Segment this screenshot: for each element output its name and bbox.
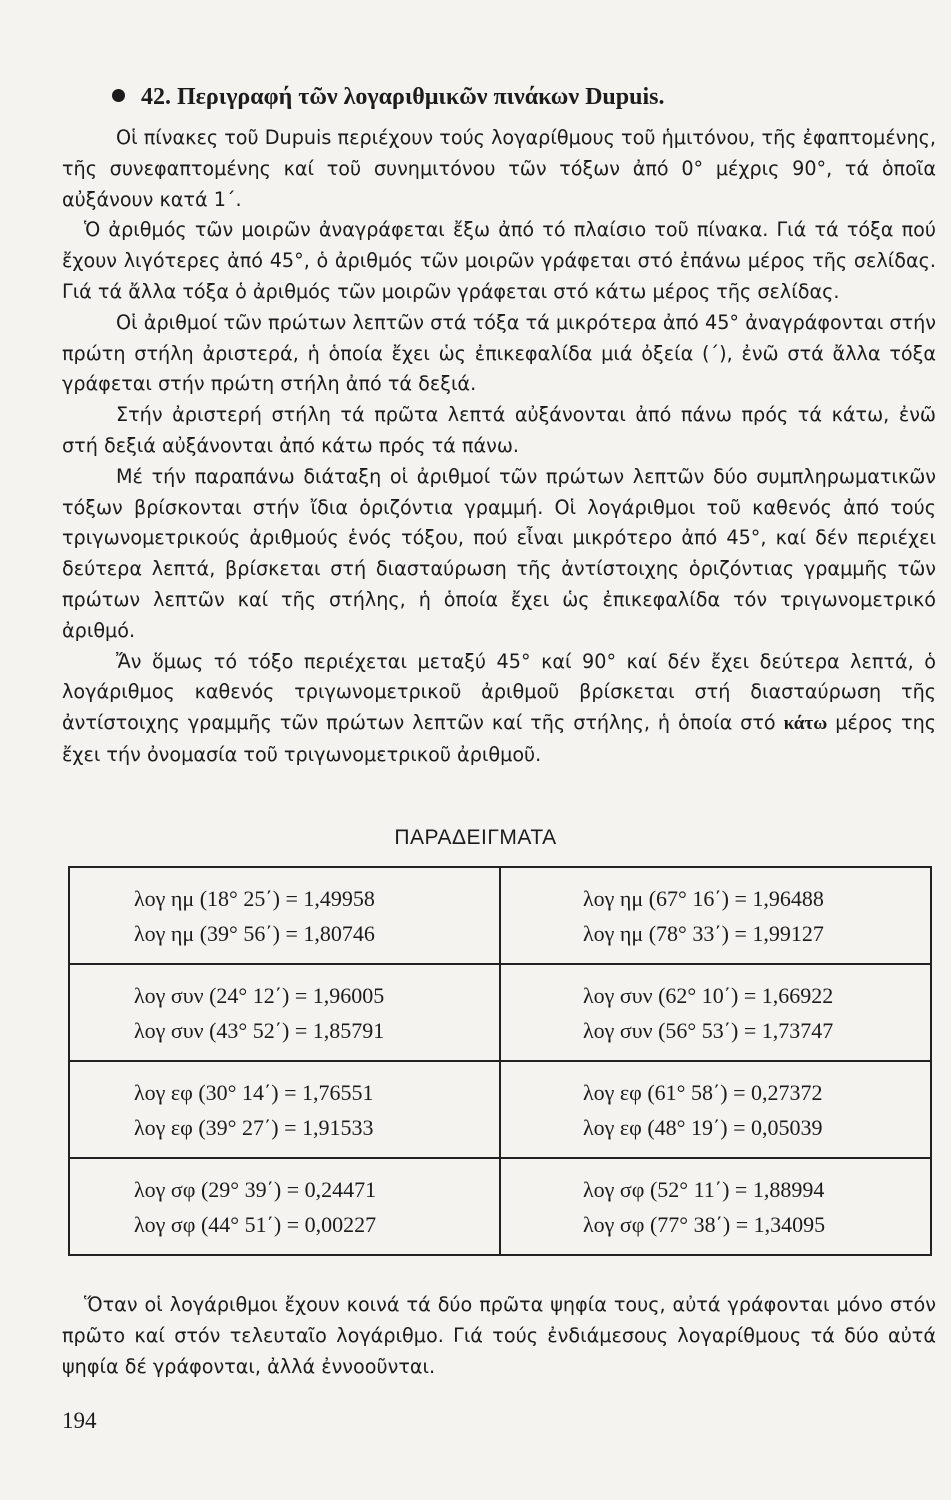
example-line: λογ συν (62° 10΄) = 1,66922 [583,982,834,1008]
table-cell [500,964,931,1061]
examples-heading: ΠΑΡΑΔΕΙΓΜΑΤΑ [394,826,557,849]
closing-text [62,1290,936,1382]
example-line: λογ εφ (61° 58΄) = 0,27372 [583,1079,823,1105]
example-line: λογ σφ (77° 38΄) = 1,34095 [583,1211,826,1237]
example-line: λογ εφ (39° 27΄) = 1,91533 [134,1114,374,1140]
example-line: λογ ημ (18° 25΄) = 1,49958 [134,885,375,911]
table-cell [500,1061,931,1158]
table-cell [500,867,931,964]
example-line: λογ εφ (30° 14΄) = 1,76551 [134,1079,374,1105]
table-row [69,1158,931,1255]
example-line: λογ σφ (29° 39΄) = 0,24471 [134,1176,377,1202]
paragraph: Ὁ ἀριθμός τῶν μοιρῶν ἀναγράφεται ἔξω ἀπό τό πλαίσιο τοῦ πίνακα. Γιά τά τόξα πού ἔχουν λιγότερες ἀπό 45°, ὁ ἀριθμός τῶν μοιρῶν γράφεται στό ἐπάνω μέρος τῆς σελίδας. Γιά τά ἄλλα τόξα ὁ ἀριθμός τῶν μοιρῶν γράφεται στό κάτω μέρος τῆς σελίδας. [62,218,936,303]
example-line: λογ συν (43° 52΄) = 1,85791 [134,1017,385,1043]
table-cell [69,964,500,1061]
paragraph: Ὅταν οἱ λογάριθμοι ἔχουν κοινά τά δύο πρῶτα ψηφία τους, αὐτά γράφονται μόνο στόν πρῶτο καί στόν τελευταῖο λογάριθμο. Γιά τούς ἐνδιάμεσους λογαρίθμους τά δύο αὐτά ψηφία δέ γράφονται, ἀλλά ἐννοοῦνται. [62,1293,936,1378]
paragraph: Στήν ἀριστερή στήλη τά πρῶτα λεπτά αὐξάνονται ἀπό πάνω πρός τά κάτω, ἐνῶ στή δεξιά αὐξάνονται ἀπό κάτω πρός τά πάνω. [62,403,936,457]
section-title-text: 42. Περιγραφή τῶν λογαριθμικῶν πινάκων Dupuis. [141,84,665,110]
paragraph: Οἱ ἀριθμοί τῶν πρώτων λεπτῶν στά τόξα τά μικρότερα ἀπό 45° ἀναγράφονται στήν πρώτη στήλη ἀριστερά, ἡ ὁποία ἔχει ὡς ἐπικεφαλίδα μιά ὀξεία (΄), ἐνῶ στά ἄλλα τόξα γράφεται στήν πρώτη στήλη ἀπό τά δεξιά. [62,310,936,396]
paragraph-text-end: μέρος της ἔχει τήν ὀνομασία τοῦ τριγωνομετρικοῦ ἀριθμοῦ. [62,711,937,766]
table-cell [69,867,500,964]
examples-table [68,866,932,1256]
table-row [69,964,931,1061]
example-line: λογ συν (56° 53΄) = 1,73747 [583,1017,834,1043]
emphasis-text: κάτω [783,713,828,735]
section-title [112,84,912,111]
example-line: λογ σφ (44° 51΄) = 0,00227 [134,1211,377,1237]
paragraph [62,647,936,771]
paragraph-text: Ἄν ὅμως τό τόξο περιέχεται μεταξύ 45° καί 90° καί δέν ἔχει δεύτερα λεπτά, ὁ λογάριθμος καθενός τριγωνομετρικοῦ ἀριθμοῦ βρίσκεται στή διασταύρωση τῆς ἀντίστοιχης γραμμῆς τῶν πρώτων λεπτῶν καί τῆς στήλης, ἡ ὁποία στό [62,649,936,735]
table-row [69,867,931,964]
example-line: λογ συν (24° 12΄) = 1,96005 [134,982,385,1008]
table-cell [69,1158,500,1255]
example-line: λογ ημ (39° 56΄) = 1,80746 [134,920,375,946]
table-cell [69,1061,500,1158]
example-line: λογ σφ (52° 11΄) = 1,88994 [583,1176,825,1202]
body-text [62,123,936,771]
page-number: 194 [62,1408,97,1433]
bullet-icon [112,89,125,102]
example-line: λογ εφ (48° 19΄) = 0,05039 [583,1114,823,1140]
paragraph: Μέ τήν παραπάνω διάταξη οἱ ἀριθμοί τῶν πρώτων λεπτῶν δύο συμπληρωματικῶν τόξων βρίσκονται στήν ἴδια ὁριζόντια γραμμή. Οἱ λογάριθμοι τοῦ καθενός ἀπό τούς τριγωνομετρικούς ἀριθμούς ἑνός τόξου, πού εἶναι μικρότερο ἀπό 45°, καί δέν περιέχει δεύτερα λεπτά, βρίσκεται στή διασταύρωση τῆς ἀντίστοιχης ὁριζόντιας γραμμῆς τῶν πρώτων λεπτῶν καί τῆς στήλης, ἡ ὁποία ἔχει ὡς ἐπικεφαλίδα τόν τριγωνομετρικό ἀριθμό. [62,464,936,642]
example-line: λογ ημ (67° 16΄) = 1,96488 [583,885,824,911]
table-row [69,1061,931,1158]
table-cell [500,1158,931,1255]
paragraph: Οἱ πίνακες τοῦ Dupuis περιέχουν τούς λογαρίθμους τοῦ ἡμιτόνου, τῆς ἐφαπτομένης, τῆς συνεφαπτομένης καί τοῦ συνημιτόνου τῶν τόξων ἀπό 0° μέχρις 90°, τά ὁποῖα αὐξάνουν κατά 1΄. [62,126,936,211]
example-line: λογ ημ (78° 33΄) = 1,99127 [583,920,824,946]
